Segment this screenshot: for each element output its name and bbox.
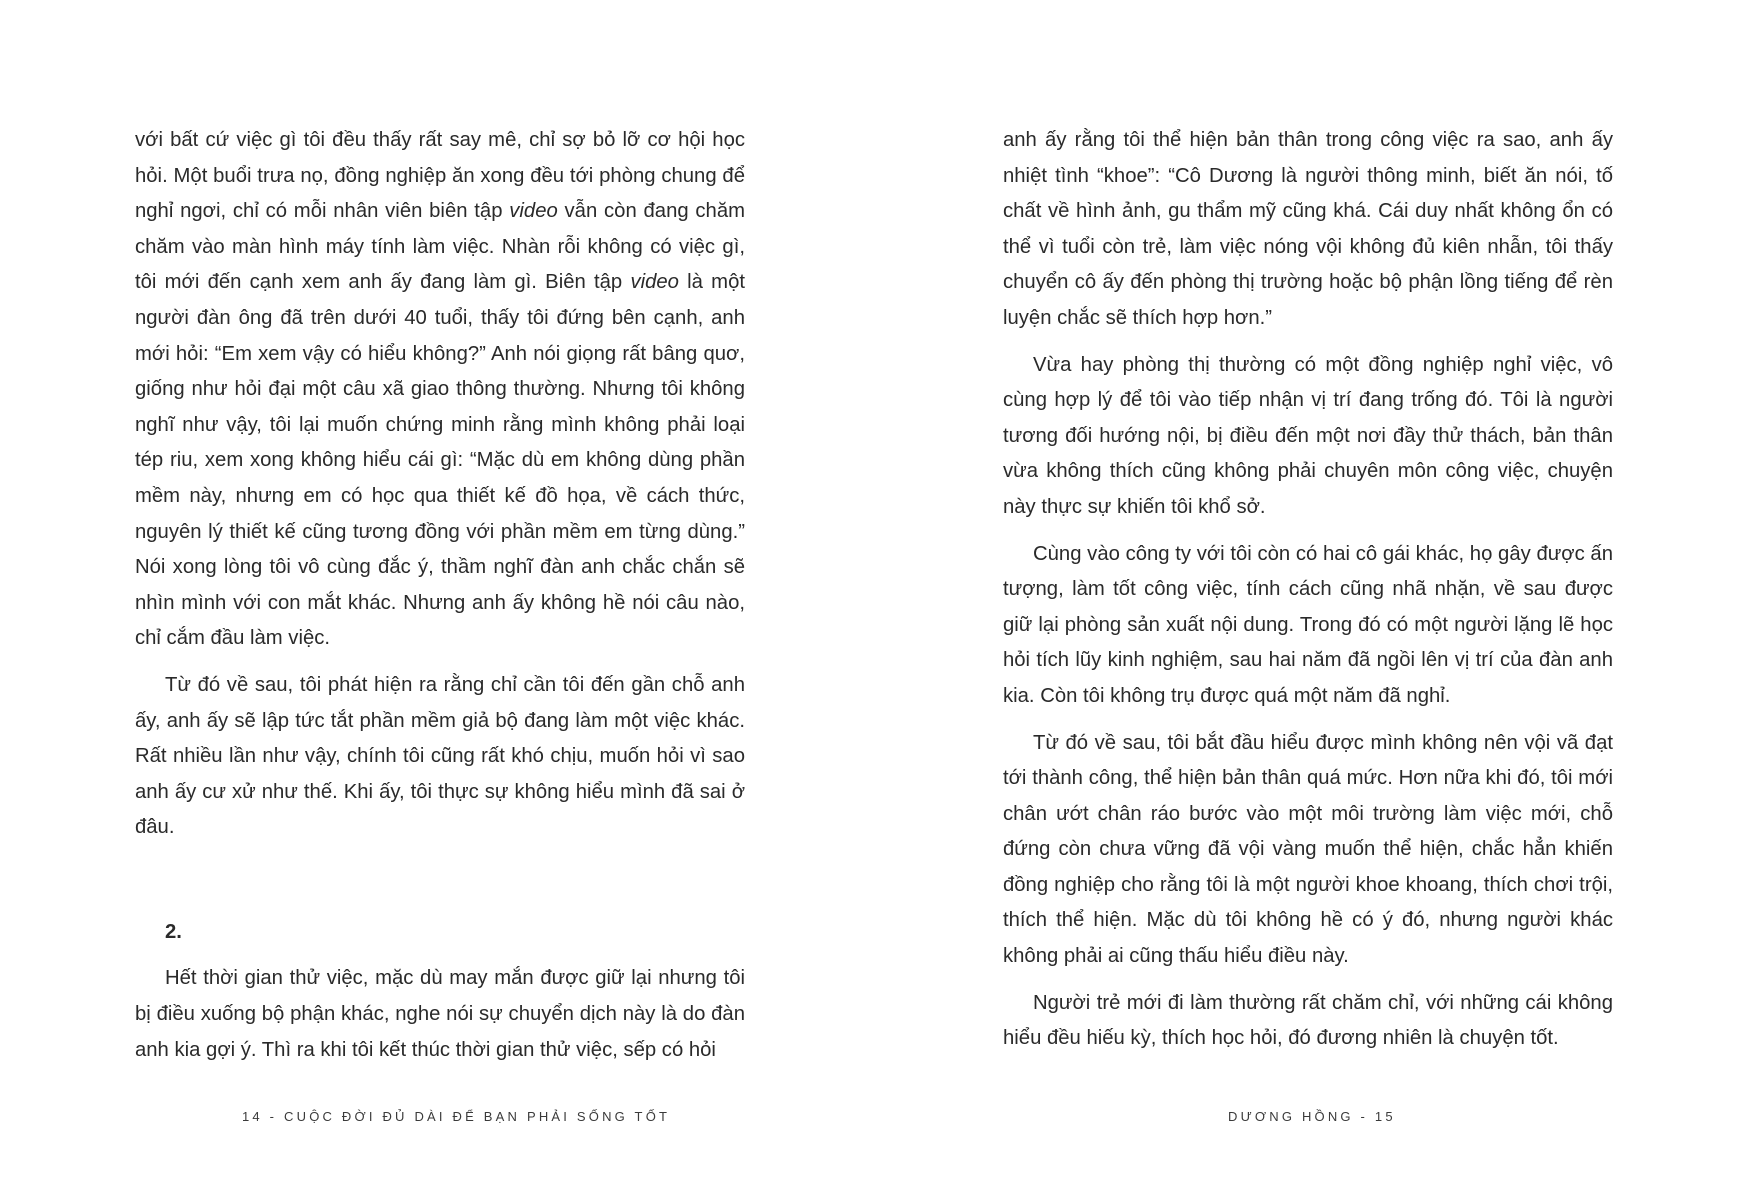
paragraph: với bất cứ việc gì tôi đều thấy rất say mê, chỉ sợ bỏ lỡ cơ hội học hỏi. Một buổi trưa nọ, đồng nghiệp ăn xong đều tới phòng chung để nghỉ ngơi, chỉ có mỗi nhân viên biên tập video vẫn còn đang chăm chăm vào màn hình máy tính làm việc. Nhàn rỗi không có việc gì, tôi mới đến cạnh xem anh ấy đang làm gì. Biên tập video là một người đàn ông đã trên dưới 40 tuổi, thấy tôi đứng bên cạnh, anh mới hỏi: “Em xem vậy có hiểu không?” Anh nói giọng rất bâng quơ, giống như hỏi đại một câu xã giao thông thường. Nhưng tôi không nghĩ như vậy, tôi lại muốn chứng minh rằng mình không phải loại tép riu, xem xong không hiểu cái gì: “Mặc dù em không dùng phần mềm này, nhưng em có học qua thiết kế đồ họa, về cách thức, nguyên lý thiết kế cũng tương đồng với phần mềm em từng dùng.” Nói xong lòng tôi vô cùng đắc ý, thầm nghĩ đàn anh chắc chắn sẽ nhìn mình với con mắt khác. Nhưng anh ấy không hề nói câu nào, chỉ cắm đầu làm việc. (135, 129, 745, 650)
paragraph: Từ đó về sau, tôi bắt đầu hiểu được mình không nên vội vã đạt tới thành công, thể hiện bản thân quá mức. Hơn nữa khi đó, tôi mới chân ướt chân ráo bước vào một môi trường làm việc mới, chỗ đứng còn chưa vững đã vội vàng muốn thể hiện, chắc hẳn khiến đồng nghiệp cho rằng tôi là một người khoe khoang, thích chơi trội, thích thể hiện. Mặc dù tôi không hề có ý đó, nhưng người khác không phải ai cũng thấu hiểu điều này. (1003, 731, 1613, 968)
section-heading: 2. (165, 920, 182, 943)
left-page (0, 0, 870, 1200)
paragraph: Hết thời gian thử việc, mặc dù may mắn được giữ lại nhưng tôi bị điều xuống bộ phận khác, nghe nói sự chuyển dịch này là do đàn anh kia gợi ý. Thì ra khi tôi kết thúc thời gian thử việc, sếp có hỏi (135, 967, 745, 1061)
right-page (870, 0, 1740, 1200)
page-footer: DƯƠNG HỒNG - 15 (1228, 1109, 1396, 1124)
left-page-text (135, 123, 745, 1079)
paragraph: Cùng vào công ty với tôi còn có hai cô gái khác, họ gây được ấn tượng, làm tốt công việc, tính cách cũng nhã nhặn, về sau được giữ lại phòng sản xuất nội dung. Trong đó có một người lặng lẽ học hỏi tích lũy kinh nghiệm, sau hai năm đã ngồi lên vị trí của đàn anh kia. Còn tôi không trụ được quá một năm đã nghỉ. (1003, 542, 1613, 707)
italic-term: video (630, 271, 679, 294)
paragraph: Người trẻ mới đi làm thường rất chăm chỉ, với những cái không hiểu đều hiếu kỳ, thích học hỏi, đó đương nhiên là chuyện tốt. (1003, 991, 1613, 1050)
page-footer: 14 - CUỘC ĐỜI ĐỦ DÀI ĐỂ BẠN PHẢI SỐNG TỐT (242, 1109, 671, 1124)
italic-term: video (509, 200, 558, 223)
paragraph: anh ấy rằng tôi thể hiện bản thân trong công việc ra sao, anh ấy nhiệt tình “khoe”: “Cô Dương là người thông minh, biết ăn nói, tố chất về hình ảnh, gu thẩm mỹ cũng khá. Cái duy nhất không ổn có thể vì tuổi còn trẻ, làm việc nóng vội không đủ kiên nhẫn, tôi thấy chuyển cô ấy đến phòng thị trường hoặc bộ phận lồng tiếng để rèn luyện chắc sẽ thích hợp hơn.” (1003, 129, 1613, 329)
paragraph: Vừa hay phòng thị thường có một đồng nghiệp nghỉ việc, vô cùng hợp lý để tôi vào tiếp nhận vị trí đang trống đó. Tôi là người tương đối hướng nội, bị điều đến một nơi đầy thử thách, bản thân vừa không thích cũng không phải chuyên môn công việc, chuyện này thực sự khiến tôi khổ sở. (1003, 353, 1613, 518)
paragraph: Từ đó về sau, tôi phát hiện ra rằng chỉ cần tôi đến gần chỗ anh ấy, anh ấy sẽ lập tức tắt phần mềm giả bộ đang làm một việc khác. Rất nhiều lần như vậy, chính tôi cũng rất khó chịu, muốn hỏi vì sao anh ấy cư xử như thế. Khi ấy, tôi thực sự không hiểu mình đã sai ở đâu. (135, 673, 745, 839)
right-page-text (1003, 123, 1613, 1068)
